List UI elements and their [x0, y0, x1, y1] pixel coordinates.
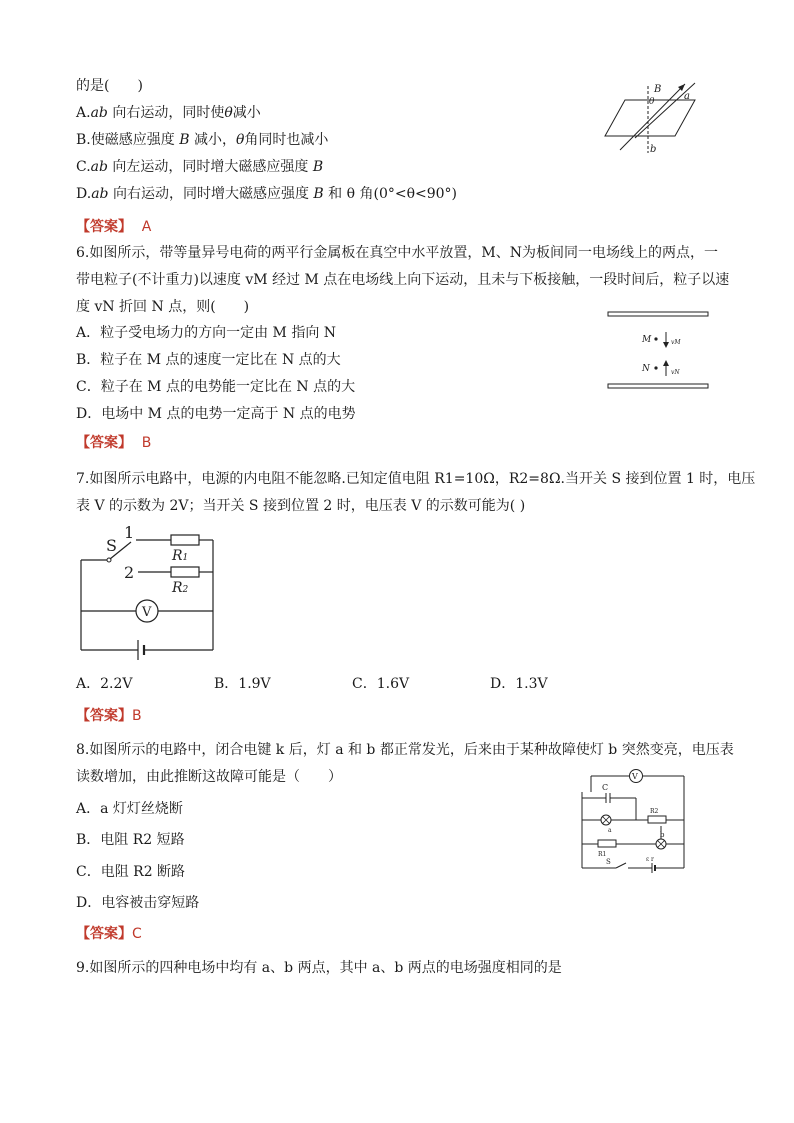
- q7-option-d: D．1.3V: [490, 676, 548, 692]
- q7-fig-label-R1: R1: [172, 548, 189, 564]
- q6-answer: 【答案】 B: [76, 435, 152, 451]
- q6-fig-label-vN: vN: [671, 369, 680, 376]
- q7-option-c: C．1.6V: [352, 676, 410, 692]
- q7-fig-label-S: S: [106, 536, 117, 555]
- q7-option-b: B．1.9V: [214, 676, 271, 692]
- q5-fig-label-b: b: [650, 144, 657, 155]
- q8-line-2: 读数增加，由此推断这故障可能是（ ）: [76, 769, 342, 785]
- q8-option-a: A．a 灯灯丝烧断: [76, 801, 183, 817]
- q6-option-b: B．粒子在 M 点的速度一定比在 N 点的大: [76, 352, 341, 368]
- q8-fig-label-S: S: [606, 858, 611, 866]
- q7-line-2: 表 V 的示数为 2V；当开关 S 接到位置 2 时，电压表 V 的示数可能为( ): [76, 498, 526, 514]
- q8-fig-voltmeter: V: [632, 772, 638, 781]
- q5-option-b: B.使磁感应强度 B 减小，θ角同时也减小: [76, 132, 329, 148]
- q8-fig-label-b: b: [660, 831, 665, 839]
- q8-line-1: 8.如图所示的电路中，闭合电键 k 后，灯 a 和 b 都正常发光，后来由于某种故障使灯 b 突然变亮，电压表: [76, 742, 734, 758]
- q8-fig-label-R2: R2: [650, 808, 659, 815]
- q5-option-c: C.ab 向左运动，同时增大磁感应强度 B: [76, 159, 324, 175]
- q6-fig-label-N: N: [642, 364, 650, 374]
- q6-option-a: A．粒子受电场力的方向一定由 M 指向 N: [76, 325, 337, 341]
- q8-option-b: B．电阻 R2 短路: [76, 832, 185, 848]
- q5-answer: 【答案】 A: [76, 219, 152, 235]
- q8-answer: 【答案】C: [76, 926, 142, 942]
- q8-option-d: D．电容被击穿短路: [76, 895, 200, 911]
- q6-line-2: 带电粒子(不计重力)以速度 vM 经过 M 点在电场线上向下运动，且未与下板接触，一段时间后，粒子以速: [76, 272, 730, 288]
- q7-circuit-figure: [76, 520, 226, 666]
- q5-option-d: D.ab 向右运动，同时增大磁感应强度 B 和 θ 角(0°<θ<90°): [76, 186, 458, 202]
- q6-option-c: C．粒子在 M 点的电势能一定比在 N 点的大: [76, 379, 356, 395]
- q7-fig-label-1: 1: [124, 523, 135, 542]
- q5-fig-label-a: a: [684, 91, 690, 102]
- q9-line-1: 9.如图所示的四种电场中均有 a、b 两点，其中 a、b 两点的电场强度相同的是: [76, 960, 562, 976]
- q8-fig-label-a: a: [608, 827, 612, 834]
- q7-option-a: A．2.2V: [76, 676, 133, 692]
- q6-fig-label-M: M: [642, 335, 652, 345]
- q5-magnetic-field-figure: [600, 78, 710, 158]
- q5-fig-label-theta: θ: [649, 97, 655, 107]
- q6-line-1: 6.如图所示，带等量异号电荷的两平行金属板在真空中水平放置，M、N为板间同一电场线上的两点，一: [76, 245, 718, 261]
- q8-fig-label-C: C: [602, 783, 609, 792]
- q6-fig-label-vM: vM: [671, 339, 681, 346]
- q8-option-c: C．电阻 R2 断路: [76, 864, 186, 880]
- q6-line-3: 度 vN 折回 N 点，则( ): [76, 299, 250, 315]
- q5-option-a: A.ab 向右运动，同时使θ减小: [76, 105, 261, 121]
- q7-answer: 【答案】B: [76, 708, 142, 724]
- q6-parallel-plates-figure: [606, 308, 712, 392]
- q5-stem-tail: 的是( ): [76, 78, 143, 94]
- q7-fig-label-2: 2: [124, 563, 135, 582]
- q8-fig-label-R1: R1: [598, 851, 607, 858]
- q7-line-1: 7.如图所示电路中，电源的内电阻不能忽略.已知定值电阻 R1=10Ω，R2=8Ω.当开关 S 接到位置 1 时，电压: [76, 471, 756, 487]
- q7-fig-voltmeter: V: [142, 605, 152, 620]
- q8-circuit-figure: [576, 768, 692, 878]
- q6-option-d: D．电场中 M 点的电势一定高于 N 点的电势: [76, 406, 356, 422]
- q5-fig-label-B: B: [654, 84, 662, 95]
- q7-fig-label-R2: R2: [172, 580, 189, 596]
- q8-fig-label-emf: ε r: [646, 856, 654, 863]
